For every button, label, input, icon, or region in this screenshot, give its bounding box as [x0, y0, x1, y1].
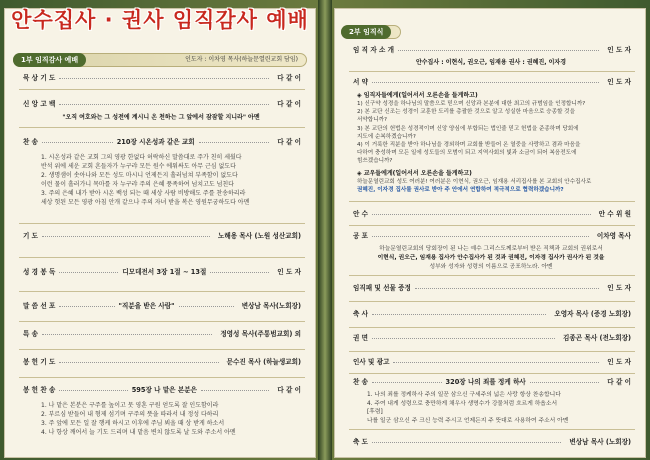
vow-church-question: 하늘문열린교회 성도 여러분! 여러분은 이현식, 권오근, 임재용 서리집사를 본 교회의 안수집사로 권혜진, 이자경 집사를 권사로 받아 주 안에서 연합하여 적극적으로 협력하겠습니까?: [357, 179, 592, 194]
row-laying-hands: 안 수 안 수 위 원: [353, 210, 631, 218]
part2-bar: [341, 25, 401, 39]
row-creed: 신 앙 고 백 다 같 이: [23, 100, 301, 108]
row-benediction: 축 도 변상남 목사 (노회장): [353, 438, 631, 446]
row-hymn320: 찬 송 320장 나의 죄를 정케 하사 다 같 이: [353, 378, 631, 386]
row-scripture: 성 경 봉 독 디모데전서 3장 1절 ~ 13절 인 도 자: [23, 268, 301, 276]
page-title: 안수집사 · 권사 임직감사 예배: [11, 8, 309, 32]
row-sermon: 말 씀 선 포 "직분을 받은 사람" 변상남 목사(노회장): [23, 302, 301, 310]
hymn595-lyrics: 1. 나 맡은 본분은 구주를 높이고 뭇 영혼 구원 얻도록 잘 인도함이라 2. 부르심 받들어 내 형제 섬기며 구주의 뜻을 따라서 내 정성 다하리 3. 주 앞에 모든 일 잘 행케 하시고 이후에 주님 뵈올 때 상 받게 하소서 4. 나 항상 깨어서 늘 기도 드리며 내 맡음 변치 않도록 날 도와 주소서 아멘: [41, 402, 236, 436]
vow-elders-questions: 1) 신구약 성경을 하나님의 말씀으로 믿으며 신앙과 본분에 대한 최고의 규범임을 인정합니까? 2) 본 교단 신조는 성경이 교훈한 도리를 총괄한 것으로 알고 성실한 마음으로 승종할 것을 서약합니까? 3) 본 교단의 헌법은 성경적이며 신앙 양심에 부합되는 법인줄 믿고 헌법을 준종하며 당회에 지도에 순복하겠습니까? 4) 이 거룩한 직분을 받아 하나님을 경외하며 교회를 받들어 온 열중을 사랑하고 겸과 마음을 다하여 충성하며 모든 일에 성도들의 모범이 되고 지역사회의 빛과 소금이 되어 복음전도에 힘쓰겠습니까?: [357, 101, 586, 165]
row-introduce: 임 직 자 소 개 인 도 자: [353, 46, 631, 54]
row-announcements: 인사 및 광고 인 도 자: [353, 358, 631, 366]
row-proclamation: 공 포 이차영 목사: [353, 232, 631, 240]
creed-line: "오직 여호와는 그 성전에 계시니 온 천하는 그 앞에서 잠잠할 지니라" 아멘: [62, 114, 260, 121]
row-vow: 서 약 인 도 자: [353, 78, 631, 86]
row-offering-prayer: 봉 헌 기 도 문수진 목사 (하늘생교회): [23, 358, 301, 366]
row-exhortation: 권 면 김종곤 목사 (전노회장): [353, 334, 631, 342]
row-silent-prayer: 묵 상 기 도 다 같 이: [23, 74, 301, 82]
row-offering-hymn: 봉 헌 찬 송 595장 나 맡은 본분은 다 같 이: [23, 386, 302, 394]
part1-bar: [13, 53, 307, 67]
part2-label: 2부 임직식: [341, 25, 391, 39]
row-special-song: 특 송 정영성 목사(주통범교회) 외: [23, 330, 301, 338]
vow-elders-title: ◈ 임직자들에게(일어서서 오른손을 들게하고): [357, 92, 478, 99]
presider-note: 인도자 : 이차영 목사(하늘문열린교회 담임): [185, 56, 298, 63]
proclamation-text: 하늘문열린교회의 당회장이 된 나는 예수 그리스도께로부터 받은 직책과 교회의 권위로서 이현식, 권오근, 임재용 집사가 안수집사가 된 것과 권혜진, 이자경 집사가 권사가 된 것을 성부와 성자와 성령의 이름으로 공포하노라. 아멘: [377, 246, 605, 270]
right-page: [334, 8, 646, 458]
row-prayer: 기 도 노해용 목사 (노원 성산교회): [23, 232, 301, 240]
hymn320-lyrics: 1. 나의 죄를 정케하사 주의 일꾼 삼으신 구세주의 넓은 사랑 항상 찬송합니다 4. 주여 내게 성령으로 충만하게 채우사 생명수가 강물처럼 흐르게 하옵소서 [후렴] 나를 일군 삼으신 주 크신 능력 주시고 언제든지 주 뜻대로 사용하여 주소서 아멘: [367, 392, 569, 424]
row-congratulation: 축 사 오영자 목사 (증경 노회장): [353, 310, 631, 318]
row-hymn210: 찬 송 210장 시온성과 같은 교회 다 같 이: [23, 138, 302, 146]
candidates-line: 안수집사 : 이현식, 권오근, 임재용 권사 : 권혜진, 이자경: [415, 59, 567, 66]
hymn210-lyrics: 1. 시온성과 같은 교회 그의 영광 한없다 허락하신 말씀대로 주가 친히 세웠다 반석 위에 세운 교회 흔들자가 누구랴 모든 원수 에워싸도 아무 근심 없도다 2. 생명샘이 솟아나와 모든 성도 마시니 언제든지 흘러넘쳐 부족함이 없도다 이런 물이 흘러가니 목마를 자 누구랴 주의 은혜 풍족하여 넘치고도 넘친다 3. 주의 은혜 내가 받아 시온 백성 되는 때 세상 사람 비방해도 주를 찬송하리라 세상 헛된 모든 영광 아침 안개 같으나 주의 자녀 받을 복은 영원무궁하도다 아멘: [41, 154, 250, 206]
vow-church-title: ◈ 교우들에게(일어서서 오른손을 들게하고): [357, 170, 472, 177]
row-plaque: 임직패 및 선물 증정 인 도 자: [353, 284, 631, 292]
part1-label: 1부 임직감사 예배: [13, 53, 86, 67]
left-page: [4, 8, 316, 458]
book-spine: [318, 0, 332, 460]
